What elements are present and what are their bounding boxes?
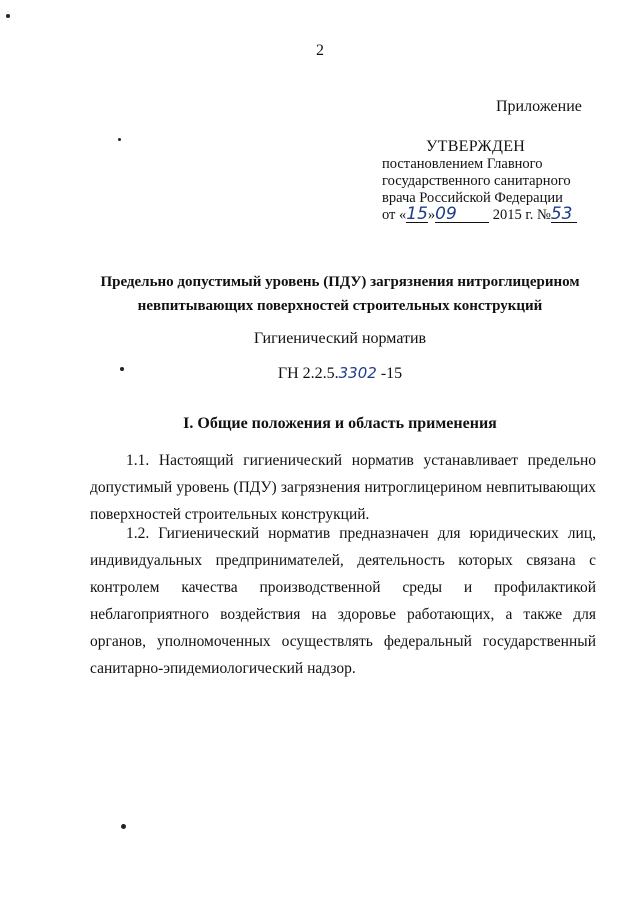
paragraph-text: 1.1. Настоящий гигиенический норматив устанавливает предельно допустимый уровень (ПДУ) загрязнения нитроглицерином невпитывающих поверхностей строительных конструкций. [90,452,596,523]
number-prefix: № [536,207,551,223]
approval-line-2: государственного санитарного [382,173,571,189]
decree-number-blank [550,204,577,224]
date-month-handwritten: 09 [435,204,457,224]
approval-line-1: постановлением Главного [382,156,543,172]
appendix-label: Приложение [496,98,582,115]
approval-stamp-block [382,138,612,224]
approval-title: УТВЕРЖДЕН [426,138,526,155]
norm-code [0,364,640,383]
norm-type: Гигиенический норматив [253,330,427,347]
section-heading: I. Общие положения и область применения [183,415,497,432]
scan-speck [118,138,121,141]
date-month-blank [435,204,489,224]
scan-speck [120,367,124,371]
date-day-blank [406,204,428,224]
date-day-handwritten: 15 [406,204,428,224]
paragraph-1-1 [90,447,596,528]
decree-number-handwritten: 53 [550,204,573,224]
paragraph-1-2 [90,520,596,682]
paragraph-text: 1.2. Гигиенический норматив предназначен для юридических лиц, индивидуальных предпринимателей, деятельность которых связана с контролем качества производственной среды и профилактикой неблагоприятного воздействия на здоровье работающих, а также для органов, уполномоченных осуществлять федеральный государственный санитарно-эпидемиологический надзор. [90,525,596,677]
approval-line-3: врача Российской Федерации [382,190,563,206]
norm-code-suffix: -15 [376,365,403,382]
norm-code-handwritten: 3302 [338,364,377,382]
scan-speck [6,14,10,18]
norm-code-prefix: ГН 2.2.5. [277,365,339,382]
scan-speck [121,824,126,829]
approval-date-line: от «15»09 2015 г. №53 [382,207,612,224]
document-title: Предельно допустимый уровень (ПДУ) загрязнения нитроглицерином невпитывающих поверхностей строительных конструкций [100,274,580,314]
date-year: 2015 г. [492,207,534,223]
page-number: 2 [316,42,324,59]
date-prefix: от « [382,207,407,223]
